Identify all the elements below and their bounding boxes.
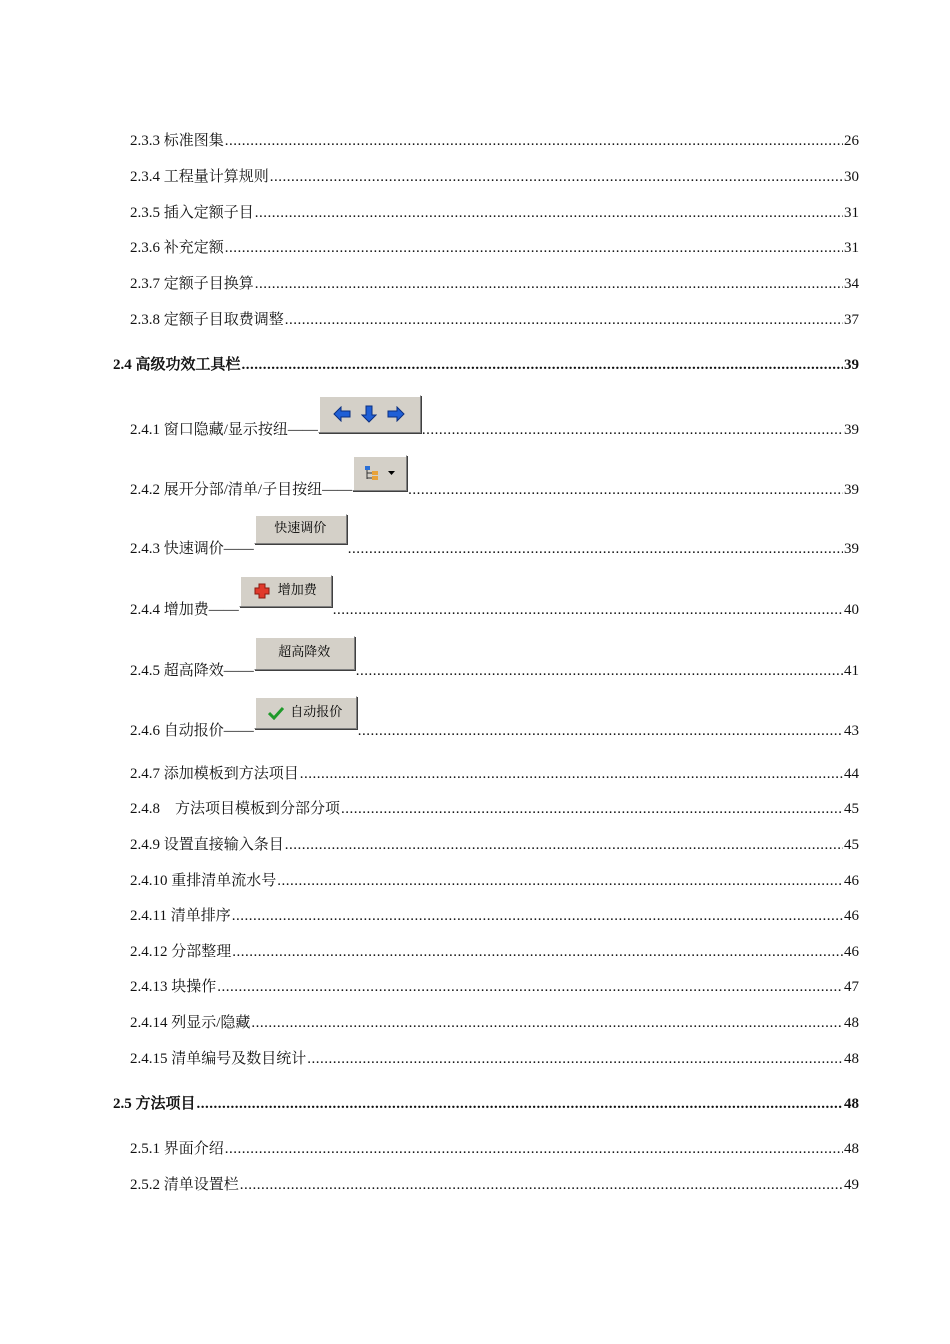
toc-page-number: 39	[844, 482, 859, 498]
toc-page-number: 46	[844, 944, 859, 960]
toc-leader-dots	[358, 722, 843, 740]
toc-page-number: 31	[844, 205, 859, 221]
toc-entry-label: 2.4.6 自动报价——	[130, 723, 254, 739]
toc-entry-label: 2.4 高级功效工具栏	[113, 357, 241, 373]
toc-leader-dots	[341, 800, 843, 818]
toc-leader-dots	[232, 907, 843, 925]
toc-page-number: 45	[844, 837, 859, 853]
toc-page-number: 30	[844, 169, 859, 185]
toc-entry[interactable]	[130, 575, 859, 619]
toc-entry[interactable]	[130, 1044, 859, 1068]
toc-leader-dots	[225, 132, 843, 150]
toc-entry-label: 2.4.7 添加模板到方法项目	[130, 766, 299, 782]
toc-leader-dots	[300, 765, 843, 783]
toc-entry[interactable]	[130, 1008, 859, 1032]
arrow-down-icon	[361, 405, 377, 423]
toc-entry-label: 2.4.9 设置直接输入条目	[130, 837, 284, 853]
toc-entry-label: 2.3.4 工程量计算规则	[130, 169, 269, 185]
toc-entry[interactable]	[130, 455, 859, 499]
button-caption: 快速调价	[274, 521, 327, 536]
toc-leader-dots	[217, 978, 843, 996]
toc-page-number: 39	[844, 422, 859, 438]
toc-entry-label: 2.5.2 清单设置栏	[130, 1177, 239, 1193]
auto-quote-button-image	[254, 696, 357, 729]
toc-entry[interactable]	[130, 305, 859, 329]
toc-page-number: 46	[844, 908, 859, 924]
window-toggle-button-image	[318, 395, 421, 433]
toc-entry-label: 2.3.3 标准图集	[130, 133, 224, 149]
toc-entry-label: 2.4.15 清单编号及数目统计	[130, 1051, 307, 1067]
toc-entry[interactable]	[130, 696, 859, 740]
toc-page-number: 26	[844, 133, 859, 149]
button-caption: 超高降效	[278, 645, 331, 660]
red-cross-add-icon	[254, 583, 270, 599]
toc-leader-dots	[225, 1140, 843, 1158]
toc-page-number: 37	[844, 312, 859, 328]
toc-entry-label: 2.4.3 快速调价——	[130, 541, 254, 557]
toc-page-number: 41	[844, 663, 859, 679]
arrow-right-icon	[387, 406, 405, 422]
toc-leader-dots	[348, 540, 843, 558]
tree-expand-icon	[364, 465, 380, 481]
toc-entry-label: 2.3.6 补充定额	[130, 240, 224, 256]
toc-page-number: 31	[844, 240, 859, 256]
toc-entry[interactable]	[130, 395, 859, 439]
toc-leader-dots	[255, 204, 843, 222]
toc-entry[interactable]	[130, 937, 859, 961]
toc-leader-dots	[422, 421, 843, 439]
toc-page-number: 39	[844, 541, 859, 557]
toc-entry-label: 2.5 方法项目	[113, 1096, 196, 1112]
toc-leader-dots	[255, 275, 843, 293]
toc-page-number: 48	[844, 1051, 859, 1067]
toc-leader-dots	[408, 481, 843, 499]
toc-section-heading[interactable]	[113, 1089, 859, 1113]
toc-page-number: 44	[844, 766, 859, 782]
toc-entry[interactable]	[130, 636, 859, 680]
toc-leader-dots	[242, 356, 843, 374]
toc-entry-label: 2.4.14 列显示/隐藏	[130, 1015, 251, 1031]
toc-entry-label: 2.4.4 增加费——	[130, 602, 239, 618]
toc-section-heading[interactable]	[113, 350, 859, 374]
toc-leader-dots	[277, 872, 843, 890]
toc-page-number: 39	[844, 357, 859, 373]
toc-entry-label: 2.4.11 清单排序	[130, 908, 231, 924]
toc-entry-label: 2.4.2 展开分部/清单/子目按纽——	[130, 482, 353, 498]
toc-entry[interactable]	[130, 162, 859, 186]
toc-entry[interactable]	[130, 269, 859, 293]
toc-page-number: 48	[844, 1015, 859, 1031]
toc-entry[interactable]	[130, 126, 859, 150]
toc-leader-dots	[356, 662, 843, 680]
toc-page-number: 46	[844, 873, 859, 889]
toc-entry-label: 2.4.10 重排清单流水号	[130, 873, 277, 889]
toc-entry[interactable]	[130, 1170, 859, 1194]
toc-entry[interactable]	[130, 901, 859, 925]
toc-leader-dots	[270, 168, 843, 186]
toc-page-number: 34	[844, 276, 859, 292]
toc-page-number: 45	[844, 801, 859, 817]
toc-entry[interactable]	[130, 866, 859, 890]
toc-entry-label: 2.3.5 插入定额子目	[130, 205, 254, 221]
toc-leader-dots	[333, 601, 843, 619]
toc-leader-dots	[225, 239, 843, 257]
toc-page-number: 49	[844, 1177, 859, 1193]
expand-tree-button-image	[352, 455, 407, 491]
toc-entry[interactable]	[130, 972, 859, 996]
toc-entry[interactable]	[130, 198, 859, 222]
toc-leader-dots	[285, 836, 843, 854]
toc-page-number: 47	[844, 979, 859, 995]
button-caption: 自动报价	[290, 704, 343, 720]
toc-leader-dots	[240, 1176, 843, 1194]
toc-entry-label: 2.4.5 超高降效——	[130, 663, 254, 679]
toc-leader-dots	[251, 1014, 843, 1032]
add-fee-button-image	[239, 575, 332, 607]
toc-page-number: 43	[844, 723, 859, 739]
toc-entry-label: 2.4.13 块操作	[130, 979, 217, 995]
arrow-left-icon	[333, 406, 351, 422]
toc-entry[interactable]	[130, 830, 859, 854]
toc-page-number: 40	[844, 602, 859, 618]
toc-entry[interactable]	[130, 233, 859, 257]
height-reduction-button-image	[254, 636, 355, 670]
toc-entry-label: 2.3.8 定额子目取费调整	[130, 312, 284, 328]
toc-entry[interactable]	[130, 759, 859, 783]
green-check-icon	[268, 706, 284, 720]
toc-leader-dots	[232, 943, 843, 961]
toc-entry[interactable]	[130, 794, 859, 818]
button-caption: 增加费	[277, 583, 317, 598]
toc-leader-dots	[285, 311, 843, 329]
toc-page-number: 48	[844, 1141, 859, 1157]
toc-page-number: 48	[844, 1096, 859, 1112]
toc-entry[interactable]	[130, 1134, 859, 1158]
toc-leader-dots	[307, 1050, 843, 1068]
toc-entry-label: 2.4.1 窗口隐藏/显示按纽——	[130, 422, 318, 438]
toc-entry-label: 2.5.1 界面介绍	[130, 1141, 224, 1157]
toc-entry-label: 2.4.12 分部整理	[130, 944, 232, 960]
quick-price-button-image	[254, 514, 347, 544]
chevron-down-icon	[388, 471, 395, 476]
toc-entry[interactable]	[130, 514, 859, 558]
toc-entry-label: 2.4.8 方法项目模板到分部分项	[130, 801, 341, 817]
toc-leader-dots	[197, 1095, 843, 1113]
toc-entry-label: 2.3.7 定额子目换算	[130, 276, 254, 292]
